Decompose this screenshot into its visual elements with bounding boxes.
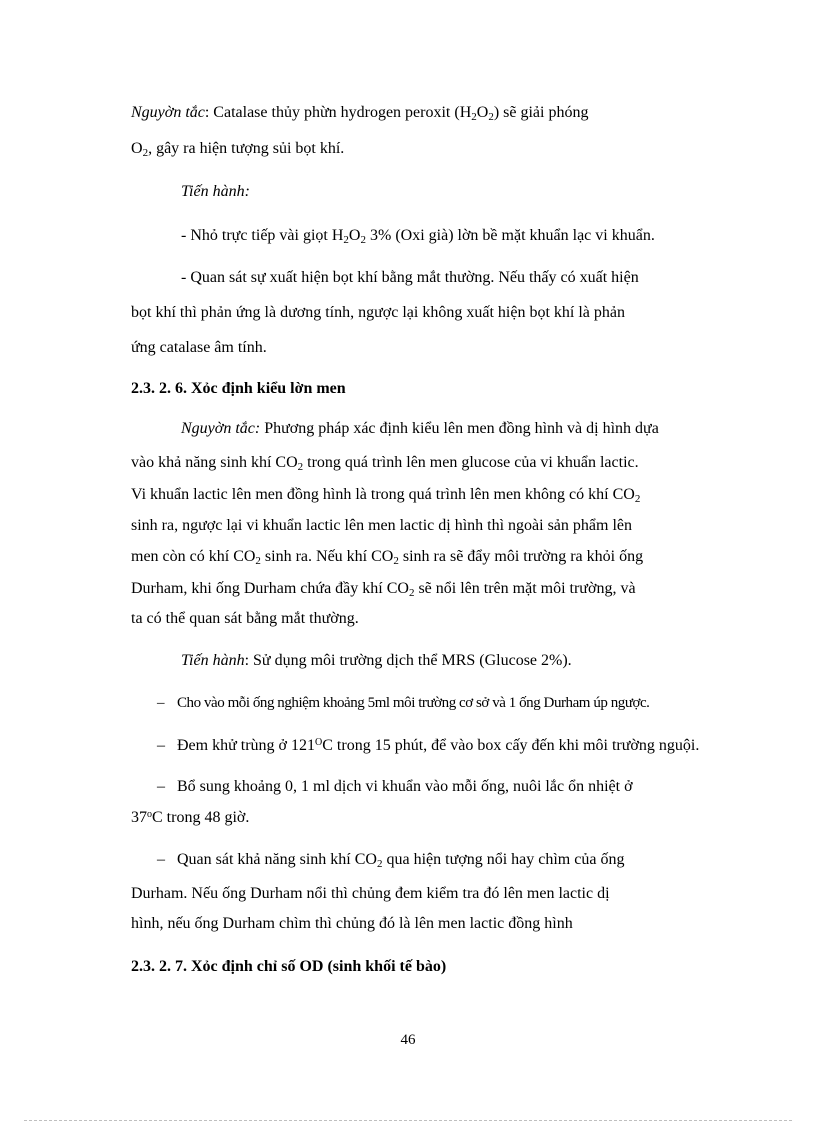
catalase-principle-line-1: Nguyờn tắc: Catalase thủy phừn hydrogen peroxit $(H_2O_2)$ sẽ giải phóng	[131, 104, 589, 123]
fermentation-principle-line-5: men còn có khí $CO_2$ sinh ra. Nếu khí $CO_2$ sinh ra sẽ đẩy môi trường ra khỏi ống	[131, 548, 644, 567]
procedure-bullet-4-line-1: – Quan sát khả năng sinh khí $CO_2$ qua hiện tượng nổi hay chìm của ống	[157, 851, 625, 870]
bullet-dash: –	[157, 851, 165, 868]
procedure-bullet-1: – Cho vào mỗi ống nghiệm khoảng 5ml môi trường cơ sở và 1 ống Durham úp ngược.	[157, 695, 650, 711]
catalase-step-2-line-1: - Quan sát sự xuất hiện bọt khí bằng mắt thường. Nếu thấy có xuất hiện	[181, 269, 639, 286]
fermentation-principle-line-6: Durham, khi ống Durham chứa đầy khí $CO_2$ sẽ nổi lên trên mặt môi trường, và	[131, 580, 636, 599]
fermentation-principle-line-4: sinh ra, ngược lại vi khuẩn lactic lên men lactic dị hình thì ngoài sản phẩm lên	[131, 517, 632, 534]
procedure-bullet-2: – Đem khử trùng ở $121^OC$ trong 15 phút, để vào box cấy đến khi môi trường nguội.	[157, 737, 700, 754]
fermentation-procedure: Tiến hành: Sử dụng môi trường dịch thể MRS (Glucose 2%).	[181, 652, 572, 669]
page-bottom-rule	[24, 1120, 792, 1121]
section-heading-2327: 2.3. 2. 7. Xỏc định chỉ số OD (sinh khối tế bào)	[131, 958, 447, 975]
fermentation-principle-line-1: Nguyờn tắc: Phương pháp xác định kiểu lên men đồng hình và dị hình dựa	[181, 420, 659, 437]
procedure-bullet-4-line-3: hình, nếu ống Durham chìm thì chủng đó là lên men lactic đồng hình	[131, 915, 573, 932]
procedure-bullet-3-line-2: 37$^o$C trong 48 giờ.	[131, 809, 250, 826]
principle-label: Nguyờn tắc	[131, 104, 205, 121]
catalase-principle-line-2: $O_2$, gây ra hiện tượng sủi bọt khí.	[131, 140, 345, 159]
procedure-bullet-3-line-1: – Bổ sung khoảng 0, 1 ml dịch vi khuẩn vào mỗi ống, nuôi lắc ổn nhiệt ở	[157, 778, 633, 795]
bullet-dash: –	[157, 695, 165, 711]
bullet-dash: –	[157, 737, 165, 754]
fermentation-principle-line-3: Vi khuẩn lactic lên men đồng hình là trong quá trình lên men không có khí $CO_2$	[131, 486, 641, 505]
catalase-step-2-line-2: bọt khí thì phản ứng là dương tính, ngược lại không xuất hiện bọt khí là phản	[131, 304, 625, 321]
fermentation-principle-line-2: vào khả năng sinh khí $CO_2$ trong quá trình lên men glucose của vi khuẩn lactic.	[131, 454, 639, 473]
section-heading-2326: 2.3. 2. 6. Xỏc định kiểu lờn men	[131, 380, 346, 397]
bullet-dash: –	[157, 778, 165, 795]
catalase-procedure-label: Tiến hành:	[181, 183, 250, 200]
catalase-step-1: - Nhỏ trực tiếp vài giọt $H_2O_2$ 3% (Oxi già) lờn bề mặt khuẩn lạc vi khuẩn.	[181, 227, 655, 246]
procedure-bullet-4-line-2: Durham. Nếu ống Durham nổi thì chủng đem kiểm tra đó lên men lactic dị	[131, 885, 610, 902]
fermentation-principle-line-7: ta có thể quan sát bằng mắt thường.	[131, 610, 359, 627]
catalase-step-2-line-3: ứng catalase âm tính.	[131, 339, 267, 356]
page-number: 46	[400, 1032, 416, 1048]
